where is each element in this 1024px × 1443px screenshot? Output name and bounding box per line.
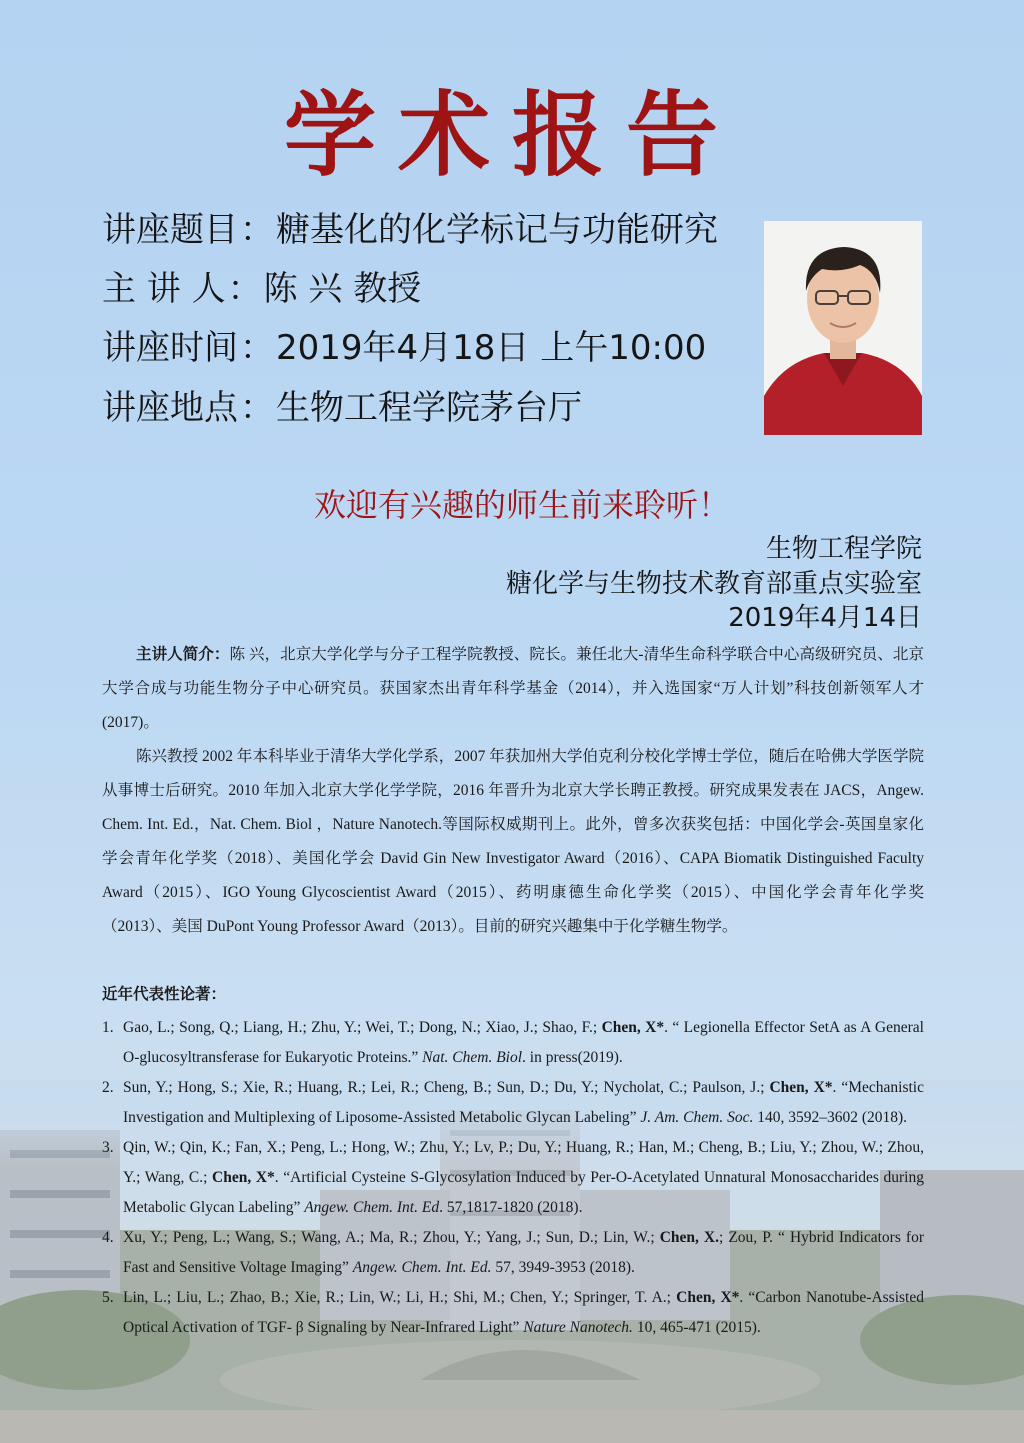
info-row-time	[102, 321, 706, 375]
colon: ：	[227, 269, 262, 309]
bio-lead: 主讲人简介：	[136, 646, 230, 663]
publication-item	[102, 1013, 924, 1073]
publication-journal: Angew. Chem. Int. Ed	[304, 1199, 440, 1216]
colon: ：	[240, 388, 274, 428]
publication-authors: Gao, L.; Song, Q.; Liang, H.; Zhu, Y.; Wei, T.; Dong, N.; Xiao, J.; Shao, F.;	[123, 1019, 602, 1036]
publication-title: . “Mechanistic Investigation and Multiplexing of Liposome-Assisted Metabolic Glycan Labeling”	[123, 1079, 924, 1126]
publication-citation: . 57,1817-1820 (2018).	[439, 1199, 583, 1216]
publication-list	[102, 1013, 924, 1343]
publication-authors: Lin, L.; Liu, L.; Zhao, B.; Xie, R.; Lin, W.; Li, H.; Shi, M.; Chen, Y.; Springer, T. A.;	[123, 1289, 677, 1306]
publication-journal: Nat. Chem. Biol	[422, 1049, 523, 1066]
publication-text	[123, 1013, 924, 1073]
speaker-bio	[102, 638, 924, 944]
publication-citation: 10, 465-471 (2015).	[632, 1319, 761, 1336]
publication-highlight-author: Chen, X*	[676, 1289, 740, 1306]
publication-citation: 57, 3949-3953 (2018).	[491, 1259, 635, 1276]
publication-journal: J. Am. Chem. Soc.	[640, 1109, 754, 1126]
info-value-venue: 生物工程学院茅台厅	[276, 388, 582, 428]
publication-title: ; Zou, P. “ Hybrid Indicators for Fast and Sensitive Voltage Imaging”	[123, 1229, 924, 1276]
bio-paragraph-2: 陈兴教授 2002 年本科毕业于清华大学化学系，2007 年获加州大学伯克利分校化学博士学位，随后在哈佛大学医学院从事博士后研究。2010 年加入北京大学化学学院，2016 年晋升为北京大学长聘正教授。研究成果发表在 JACS，Angew. Chem. Int. Ed.，Nat. Chem. Biol ，Nature Nanotech.等国际权威期刊上。此外，曾多次获奖包括：中国化学会-英国皇家化学会青年化学奖（2018）、美国化学会 David Gin New Investigator Award（2016）、CAPA Biomatik Distinguished Faculty Award（2015）、IGO Young Glycoscientist Award（2015）、药明康德生命化学奖（2015）、中国化学会青年化学奖（2013）、美国 DuPont Young Professor Award（2013）。目前的研究兴趣集中于化学糖生物学。	[102, 748, 924, 935]
bio-text-1: 陈 兴，北京大学化学与分子工程学院教授、院长。兼任北大-清华生命科学联合中心高级研究员、北京大学合成与功能生物分子中心研究员。获国家杰出青年科学基金（2014），并入选国家“万人计划”科技创新领军人才(2017)。	[102, 646, 924, 731]
speaker-portrait	[764, 221, 922, 435]
organizer-school: 生物工程学院	[765, 534, 922, 564]
organizer-lab: 糖化学与生物技术教育部重点实验室	[505, 569, 922, 599]
publication-highlight-author: Chen, X*	[769, 1079, 833, 1096]
page-title: 学术报告	[283, 81, 740, 189]
publication-number: 3.	[102, 1139, 114, 1156]
colon: ：	[240, 210, 274, 250]
publication-highlight-author: Chen, X*	[212, 1169, 275, 1186]
publication-title: . “Carbon Nanotube-Assisted Optical Activation of TGF- β Signaling by Near-Infrared Light”	[123, 1289, 924, 1336]
info-label-speaker: 主 讲 人	[102, 269, 226, 309]
welcome-message: 欢迎有兴趣的师生前来聆听！	[313, 486, 730, 524]
publication-number: 4.	[102, 1229, 114, 1246]
info-value-speaker: 陈 兴 教授	[263, 269, 422, 309]
publication-journal: Nature Nanotech.	[523, 1319, 633, 1336]
publication-citation: 140, 3592–3602 (2018).	[753, 1109, 908, 1126]
info-label-time: 讲座时间	[102, 328, 238, 368]
publication-item	[102, 1133, 924, 1223]
info-value-topic: 糖基化的化学标记与功能研究	[276, 210, 718, 250]
publication-authors: Xu, Y.; Peng, L.; Wang, S.; Wang, A.; Ma, R.; Zhou, Y.; Yang, J.; Sun, D.; Lin, W.;	[123, 1229, 660, 1246]
publication-highlight-author: Chen, X.	[659, 1229, 719, 1246]
notice-date: 2019年4月14日	[728, 603, 922, 633]
publication-number: 2.	[102, 1079, 114, 1096]
colon: ：	[240, 328, 274, 368]
info-row-venue	[102, 381, 582, 435]
publication-citation: . in press(2019).	[522, 1049, 623, 1066]
publications-heading: 近年代表性论著：	[102, 986, 227, 1003]
info-row-speaker	[102, 262, 421, 316]
publication-text	[123, 1223, 924, 1283]
info-label-venue: 讲座地点	[102, 388, 238, 428]
publication-item	[102, 1283, 924, 1343]
bio-paragraph-1	[102, 638, 924, 740]
info-label-topic: 讲座题目	[102, 210, 238, 250]
publication-text	[123, 1073, 924, 1133]
publication-title: . “ Legionella Effector SetA as A General O-glucosyltransferase for Eukaryotic Proteins.”	[123, 1019, 924, 1066]
publication-item	[102, 1223, 924, 1283]
info-value-time: 2019年4月18日 上午10:00	[276, 328, 707, 368]
publication-item	[102, 1073, 924, 1133]
publication-title: . “Artificial Cysteine S-Glycosylation Induced by Per-O-Acetylated Unnatural Monosaccharides during Metabolic Glycan Labeling”	[123, 1169, 924, 1216]
publication-authors: Sun, Y.; Hong, S.; Xie, R.; Huang, R.; Lei, R.; Cheng, B.; Sun, D.; Du, Y.; Nycholat, C.; Paulson, J.;	[123, 1079, 770, 1096]
publication-number: 5.	[102, 1289, 114, 1306]
publication-number: 1.	[102, 1019, 114, 1036]
publication-authors: Qin, W.; Qin, K.; Fan, X.; Peng, L.; Hong, W.; Zhu, Y.; Lv, P.; Du, Y.; Huang, R.; Han, M.; Cheng, B.; Liu, Y.; Zhou, W.; Zhou, Y.; Wang, C.;	[123, 1139, 924, 1186]
publication-journal: Angew. Chem. Int. Ed.	[352, 1259, 492, 1276]
info-row-topic	[102, 203, 718, 257]
publication-text	[123, 1133, 924, 1223]
publication-highlight-author: Chen, X*	[601, 1019, 665, 1036]
publication-text	[123, 1283, 924, 1343]
